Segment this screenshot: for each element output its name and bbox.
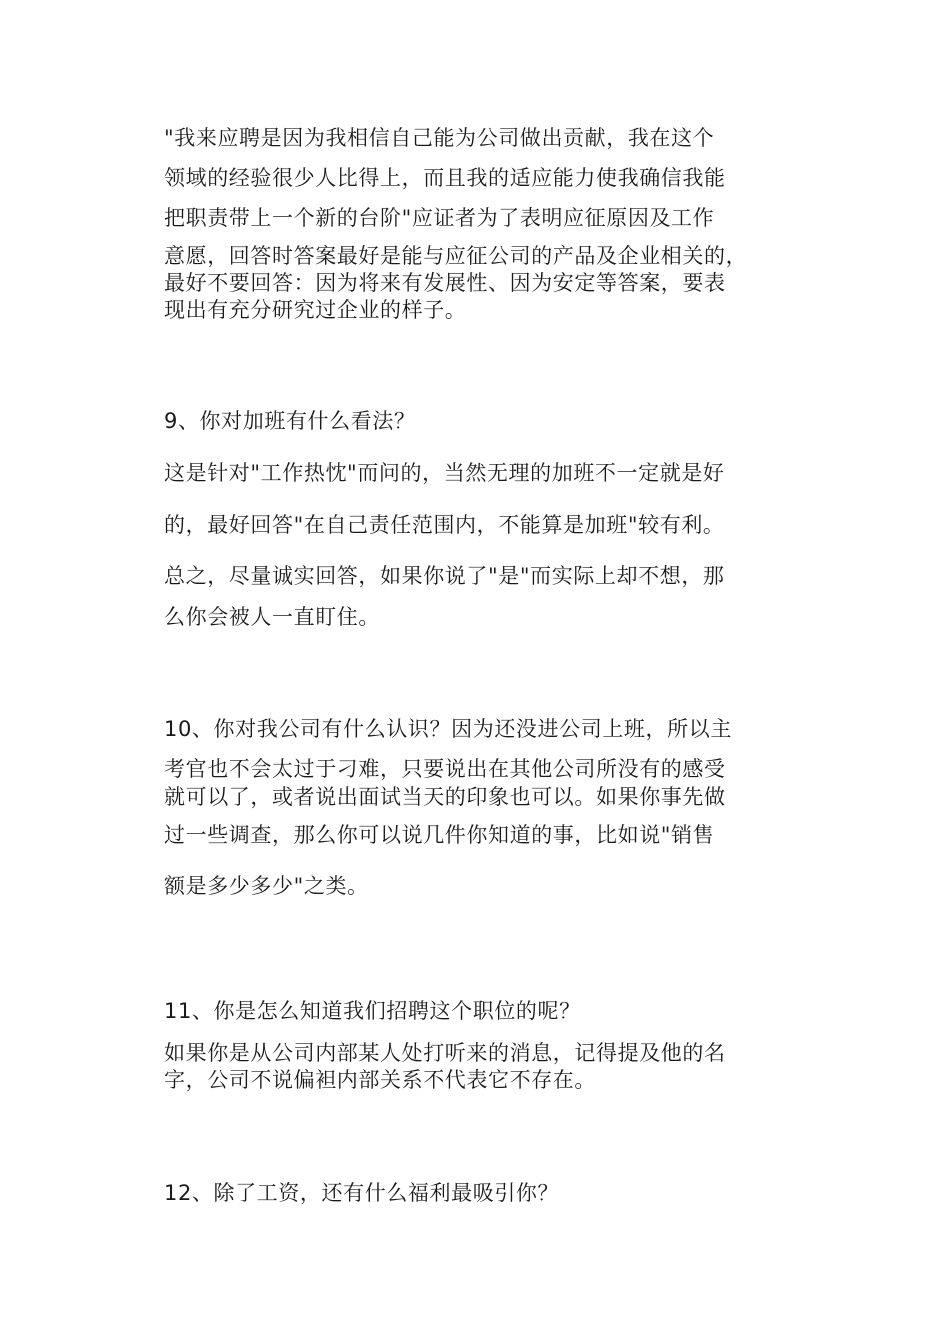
answer-line: 字，公司不说偏袒内部关系不代表它不存在。	[164, 1068, 596, 1092]
answer-line: 领域的经验很少人比得上，而且我的适应能力使我确信我能	[164, 166, 726, 190]
answer-line: 就可以了，或者说出面试当天的印象也可以。如果你事先做	[164, 785, 726, 809]
answer-line: 把职责带上一个新的台阶"应证者为了表明应征原因及工作	[164, 206, 715, 230]
answer-line: 这是针对"工作热忱"而问的，当然无理的加班不一定就是好	[164, 461, 725, 485]
answer-line: 考官也不会太过于刁难，只要说出在其他公司所没有的感受	[164, 757, 726, 781]
answer-line: 现出有充分研究过企业的样子。	[164, 298, 467, 322]
answer-line: "我来应聘是因为我相信自己能为公司做出贡献，我在这个	[164, 126, 715, 150]
answer-line: 意愿，回答时答案最好是能与应征公司的产品及企业相关的，	[164, 244, 748, 268]
answer-line: 额是多少多少"之类。	[164, 874, 369, 898]
answer-line: 的，最好回答"在自己责任范围内，不能算是加班"较有利。	[164, 513, 725, 537]
answer-line: 么你会被人一直盯住。	[164, 605, 380, 629]
answer-line: 过一些调查，那么你可以说几件你知道的事，比如说"销售	[164, 823, 715, 847]
answer-line: 总之，尽量诚实回答，如果你说了"是"而实际上却不想，那	[164, 564, 725, 588]
question-heading: 11、你是怎么知道我们招聘这个职位的呢？	[164, 999, 581, 1023]
answer-line: 如果你是从公司内部某人处打听来的消息，记得提及他的名	[164, 1041, 726, 1065]
question-heading: 10、你对我公司有什么认识？因为还没进公司上班，所以主	[164, 717, 732, 741]
question-heading: 12、除了工资，还有什么福利最吸引你？	[164, 1181, 560, 1205]
question-heading: 9、你对加班有什么看法？	[164, 409, 416, 433]
answer-line: 最好不要回答：因为将来有发展性、因为安定等答案，要表	[164, 271, 726, 295]
